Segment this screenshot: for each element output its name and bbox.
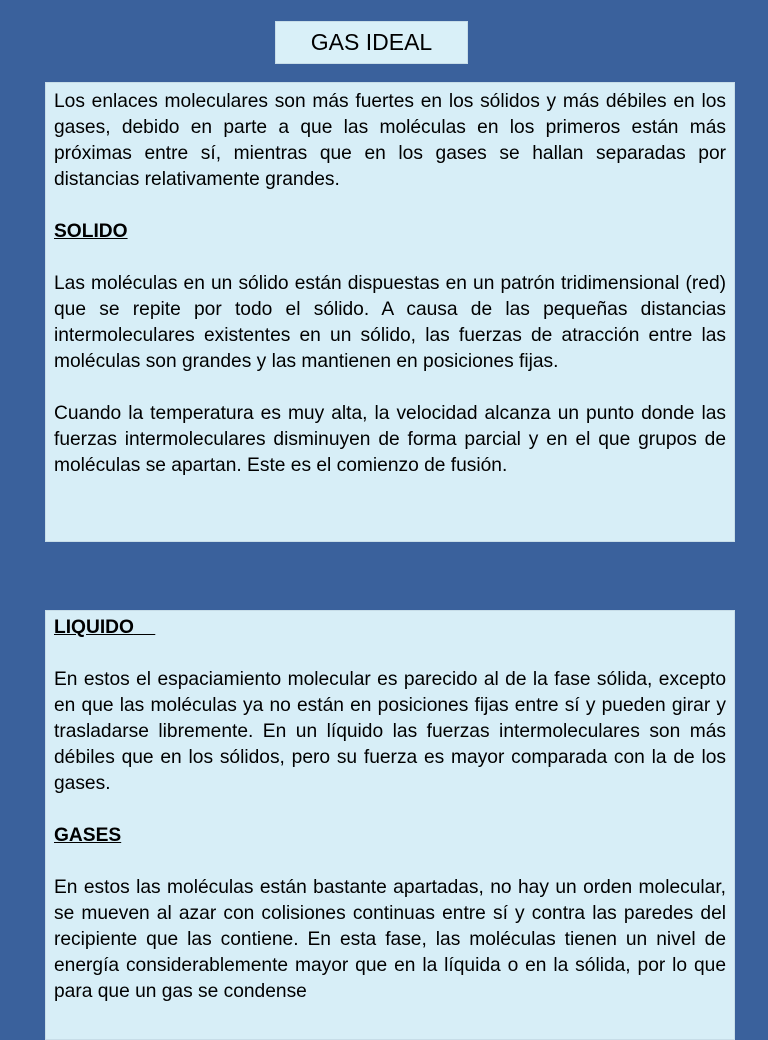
section-heading-gases: GASES [54, 825, 122, 846]
section-heading-solido: SOLIDO [54, 221, 128, 242]
text-panel-liquido-gases [45, 610, 735, 1040]
intro-paragraph: Los enlaces moleculares son más fuertes en los sólidos y más débiles en los gases, debido en parte a que las moléculas en los primeros están más próximas entre sí, mientras que en los gases se hallan separadas por distancias relativamente grandes. [54, 91, 726, 190]
solido-paragraph-2: Cuando la temperatura es muy alta, la velocidad alcanza un punto donde las fuerzas intermoleculares disminuyen de forma parcial y en el que grupos de moléculas se apartan. Este es el comienzo de fusión. [54, 403, 726, 476]
solido-paragraph-1: Las moléculas en un sólido están dispuestas en un patrón tridimensional (red) que se repite por todo el sólido. A causa de las pequeñas distancias intermoleculares existentes en un sólido, las fuerzas de atracción entre las moléculas son grandes y las mantienen en posiciones fijas. [54, 273, 726, 372]
page-title: GAS IDEAL [275, 21, 468, 64]
liquido-paragraph: En estos el espaciamiento molecular es parecido al de la fase sólida, excepto en que las moléculas ya no están en posiciones fijas entre sí y pueden girar y trasladarse libremente. En un líquido las fuerzas intermoleculares son más débiles que en los sólidos, pero su fuerza es mayor comparada con la de los gases. [54, 669, 726, 794]
section-heading-liquido: LIQUIDO [54, 617, 134, 638]
gases-paragraph: En estos las moléculas están bastante apartadas, no hay un orden molecular, se mueven al azar con colisiones continuas entre sí y contra las paredes del recipiente que las contiene. En esta fase, las moléculas tienen un nivel de energía considerablemente mayor que en la líquida o en la sólida, por lo que para que un gas se condense [54, 877, 726, 1002]
text-panel-solido [45, 82, 735, 542]
